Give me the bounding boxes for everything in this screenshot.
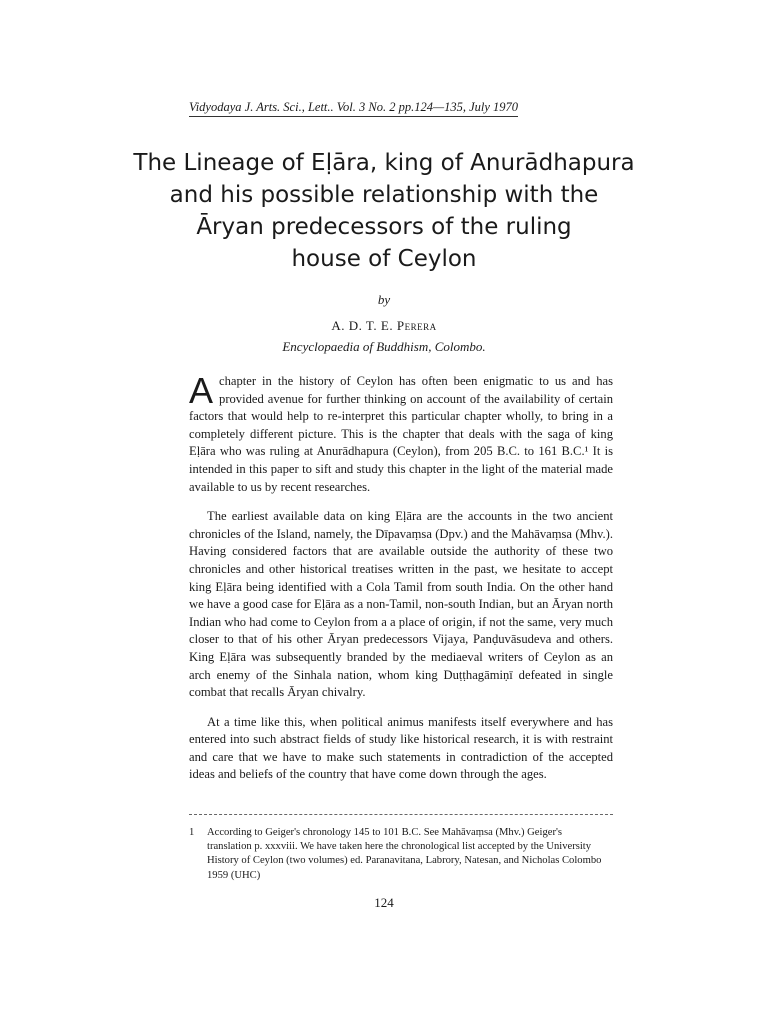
footnote-number: 1 [189, 827, 195, 838]
author-initials: A. D. T. E. [331, 318, 394, 333]
author-surname: Perera [396, 318, 437, 333]
paragraph-1-text: chapter in the history of Ceylon has often been enigmatic to us and has provided avenue for further thinking on account of the availability of certain factors that would help to re-interpret this particular chapter wholly, to bring in a completely different picture. This is the chapter that deals with the saga of king Eḷāra who was ruling at Anurādhapura (Ceylon), from 205 B.C. to 161 B.C.¹ It is intended in this paper to sift and study this chapter in the light of the material made available to us by recent researches. [189, 374, 613, 494]
paragraph-2: The earliest available data on king Eḷāra are the accounts in the two ancient chronicles of the Island, namely, the Dīpavaṃsa (Dpv.) and the Mahāvaṃsa (Mhv.). Having considered factors that are available outside the authority of these two chronicles and other historical treatises written in the past, we hesitate to accept king Eḷāra being identified with a Cola Tamil from south India. On the other hand we have a good case for Eḷāra as a non-Tamil, non-south Indian, but an Āryan north Indian who had come to Ceylon from a a place of origin, if not the same, very much closer to that of his other Āryan predecessors Vijaya, Panḍuvāsudeva and others. King Eḷāra was subsequently branded by the mediaeval writers of Ceylon as an arch enemy of the Sinhala nation, whom king Duṭṭhagāmiṇī defeated in single combat that recalls Āryan chivalry. [189, 509, 613, 700]
title-line-3: Āryan predecessors of the ruling [196, 214, 572, 240]
footnote [189, 826, 613, 883]
paragraph-3: At a time like this, when political animus manifests itself everywhere and has entered into such abstract fields of study like historical research, it is with restraint and care that we have to make such statements in contradiction of the accepted ideas and beliefs of the country that have come down through the ages. [189, 714, 613, 782]
footnote-continuation: translation p. xxxviii. We have taken here the chronological list accepted by the University History of Ceylon (two volumes) ed. Paranavitana, Labrory, Natesan, and Nicholas Colombo 1959 (UHC) [207, 841, 602, 881]
drop-cap: A [189, 370, 214, 411]
byline: by [377, 292, 391, 307]
paragraph-1 [189, 370, 613, 496]
footnote-separator [189, 814, 613, 815]
author-affiliation: Encyclopaedia of Buddhism, Colombo. [282, 339, 486, 354]
title-line-4: house of Ceylon [291, 246, 477, 272]
journal-citation-header: Vidyodaya J. Arts. Sci., Lett.. Vol. 3 No. 2 pp.124—135, July 1970 [189, 100, 518, 117]
article-body [189, 370, 613, 796]
title-line-2: and his possible relationship with the [169, 182, 599, 208]
page-number: 124 [374, 895, 394, 910]
author-name [0, 318, 768, 334]
article-title [100, 147, 668, 275]
footnote-line-1: According to Geiger's chronology 145 to 101 B.C. See Mahāvaṃsa (Mhv.) Geiger's [207, 827, 563, 838]
title-line-1: The Lineage of Eḷāra, king of Anurādhapura [133, 150, 635, 176]
